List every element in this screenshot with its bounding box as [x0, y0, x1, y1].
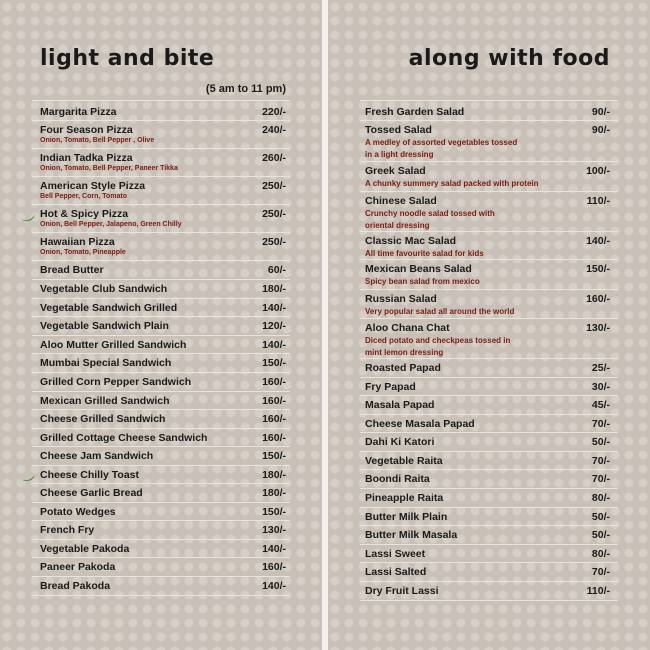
- menu-item: [365, 322, 610, 359]
- left-menu-page: [0, 0, 322, 650]
- item-description: mint lemon dressing: [365, 348, 444, 358]
- item-name: Russian Salad: [365, 293, 437, 305]
- separator: [360, 414, 618, 415]
- item-name: Hawaiian Pizza: [40, 236, 115, 248]
- item-description: All time favourite salad for kids: [365, 249, 484, 258]
- separator: [360, 161, 618, 162]
- separator: [32, 520, 290, 521]
- item-name: Butter Milk Masala: [365, 529, 458, 541]
- item-price: 150/-: [586, 263, 610, 275]
- item-name: Fresh Garden Salad: [365, 106, 465, 118]
- item-price: 45/-: [591, 399, 610, 411]
- item-name: Masala Papad: [365, 399, 435, 411]
- menu-item: [365, 529, 610, 541]
- right-menu-page: [328, 0, 650, 650]
- item-price: 130/-: [262, 524, 286, 536]
- separator: [32, 316, 290, 317]
- item-price: 70/-: [591, 473, 610, 485]
- item-name: Mumbai Special Sandwich: [40, 357, 172, 369]
- item-description: Spicy bean salad from mexico: [365, 277, 480, 286]
- item-name: Aloo Mutter Grilled Sandwich: [40, 339, 187, 351]
- left-page-title: light and bite: [40, 46, 215, 71]
- item-name: Lassi Salted: [365, 566, 427, 578]
- item-name: Cheese Grilled Sandwich: [40, 413, 166, 425]
- separator: [32, 120, 290, 121]
- item-price: 70/-: [591, 455, 610, 467]
- item-price: 120/-: [262, 320, 286, 332]
- item-price: 160/-: [262, 376, 286, 388]
- menu-item: [40, 302, 286, 314]
- separator: [360, 120, 618, 121]
- menu-item: [365, 124, 610, 161]
- item-name: Paneer Pakoda: [40, 561, 116, 573]
- separator: [32, 446, 290, 447]
- separator: [32, 148, 290, 149]
- item-price: 140/-: [262, 339, 286, 351]
- separator: [32, 409, 290, 410]
- separator: [360, 191, 618, 192]
- menu-item: [40, 561, 286, 573]
- item-price: 240/-: [262, 124, 286, 136]
- separator: [32, 298, 290, 299]
- separator: [360, 451, 618, 452]
- item-description: Onion, Tomato, Bell Pepper , Olive: [40, 137, 155, 144]
- separator: [32, 353, 290, 354]
- item-price: 90/-: [591, 124, 610, 136]
- menu-item: [40, 339, 286, 351]
- item-name: Lassi Sweet: [365, 548, 426, 560]
- green-chilli-icon: [20, 214, 36, 222]
- item-price: 100/-: [586, 165, 610, 177]
- item-name: Aloo Chana Chat: [365, 322, 450, 334]
- item-name: Butter Milk Plain: [365, 511, 448, 523]
- menu-item: [40, 152, 286, 173]
- item-name: Indian Tadka Pizza: [40, 152, 133, 164]
- item-price: 150/-: [262, 357, 286, 369]
- separator: [32, 335, 290, 336]
- separator: [32, 372, 290, 373]
- item-price: 50/-: [591, 436, 610, 448]
- item-name: Dry Fruit Lassi: [365, 585, 439, 597]
- menu-item: [40, 180, 286, 201]
- menu-item: [40, 357, 286, 369]
- item-price: 70/-: [591, 418, 610, 430]
- menu-item: [365, 362, 610, 374]
- menu-item: [365, 455, 610, 467]
- item-price: 150/-: [262, 506, 286, 518]
- separator: [32, 391, 290, 392]
- menu-item: [40, 524, 286, 536]
- item-name: Vegetable Club Sandwich: [40, 283, 168, 295]
- item-description: in a light dressing: [365, 150, 434, 160]
- item-price: 160/-: [262, 432, 286, 444]
- item-description: oriental dressing: [365, 221, 430, 231]
- menu-item: [40, 106, 286, 118]
- separator: [360, 231, 618, 232]
- item-name: Four Season Pizza: [40, 124, 133, 136]
- item-price: 260/-: [262, 152, 286, 164]
- menu-item: [40, 376, 286, 388]
- item-price: 60/-: [267, 264, 286, 276]
- item-price: 180/-: [262, 283, 286, 295]
- separator: [32, 465, 290, 466]
- menu-item: [40, 432, 286, 444]
- menu-item: [365, 492, 610, 504]
- menu-item: [40, 413, 286, 425]
- right-page-title: along with food: [408, 46, 610, 71]
- item-name: Roasted Papad: [365, 362, 441, 374]
- item-price: 160/-: [262, 413, 286, 425]
- item-name: Fry Papad: [365, 381, 416, 393]
- item-name: Grilled Corn Pepper Sandwich: [40, 376, 192, 388]
- menu-item: [365, 263, 610, 287]
- separator: [360, 100, 618, 101]
- separator: [32, 557, 290, 558]
- separator: [360, 432, 618, 433]
- item-price: 140/-: [586, 235, 610, 247]
- item-price: 50/-: [591, 511, 610, 523]
- item-price: 70/-: [591, 566, 610, 578]
- item-name: Mexican Beans Salad: [365, 263, 472, 275]
- menu-item: [40, 320, 286, 332]
- separator: [360, 600, 618, 601]
- item-price: 30/-: [591, 381, 610, 393]
- item-description: A medley of assorted vegetables tossed: [365, 138, 518, 147]
- item-price: 250/-: [262, 236, 286, 248]
- item-name: Hot & Spicy Pizza: [40, 208, 129, 220]
- item-price: 140/-: [262, 580, 286, 592]
- menu-item: [40, 236, 286, 257]
- separator: [360, 377, 618, 378]
- item-name: Cheese Jam Sandwich: [40, 450, 154, 462]
- separator: [32, 260, 290, 261]
- item-price: 150/-: [262, 450, 286, 462]
- menu-item: [365, 381, 610, 393]
- item-name: Vegetable Sandwich Grilled: [40, 302, 178, 314]
- item-name: Dahi Ki Katori: [365, 436, 435, 448]
- menu-item: [40, 580, 286, 592]
- item-name: Tossed Salad: [365, 124, 432, 136]
- separator: [32, 595, 290, 596]
- menu-item: [40, 450, 286, 462]
- menu-item: [40, 264, 286, 276]
- item-price: 140/-: [262, 302, 286, 314]
- menu-item: [40, 283, 286, 295]
- menu-item: [40, 395, 286, 407]
- item-price: 50/-: [591, 529, 610, 541]
- item-price: 160/-: [586, 293, 610, 305]
- menu-item: [365, 418, 610, 430]
- separator: [32, 232, 290, 233]
- separator: [360, 525, 618, 526]
- green-chilli-icon: [20, 474, 36, 482]
- menu-item: [365, 165, 610, 189]
- item-name: Margarita Pizza: [40, 106, 117, 118]
- item-description: Onion, Tomato, Pineapple: [40, 249, 126, 256]
- separator: [360, 289, 618, 290]
- menu-item: [40, 543, 286, 555]
- item-price: 25/-: [591, 362, 610, 374]
- item-name: Bread Butter: [40, 264, 104, 276]
- item-name: Grilled Cottage Cheese Sandwich: [40, 432, 208, 444]
- separator: [32, 428, 290, 429]
- item-name: Vegetable Sandwich Plain: [40, 320, 169, 332]
- menu-item: [40, 487, 286, 499]
- item-name: Vegetable Raita: [365, 455, 443, 467]
- separator: [32, 279, 290, 280]
- item-name: Greek Salad: [365, 165, 426, 177]
- separator: [32, 100, 290, 101]
- item-price: 130/-: [586, 322, 610, 334]
- separator: [32, 539, 290, 540]
- separator: [32, 576, 290, 577]
- item-price: 90/-: [591, 106, 610, 118]
- item-price: 250/-: [262, 180, 286, 192]
- serving-hours: (5 am to 11 pm): [205, 83, 286, 95]
- item-name: Cheese Chilly Toast: [40, 469, 140, 481]
- separator: [32, 176, 290, 177]
- item-price: 180/-: [262, 487, 286, 499]
- item-name: Potato Wedges: [40, 506, 116, 518]
- item-price: 160/-: [262, 561, 286, 573]
- separator: [32, 483, 290, 484]
- separator: [360, 562, 618, 563]
- separator: [32, 204, 290, 205]
- separator: [360, 259, 618, 260]
- item-description: Diced potato and checkpeas tossed in: [365, 336, 511, 345]
- separator: [360, 488, 618, 489]
- menu-item: [365, 548, 610, 560]
- item-name: Boondi Raita: [365, 473, 430, 485]
- menu-item: [365, 106, 610, 118]
- separator: [360, 395, 618, 396]
- item-description: Very popular salad all around the world: [365, 307, 515, 316]
- item-price: 220/-: [262, 106, 286, 118]
- item-name: Cheese Garlic Bread: [40, 487, 143, 499]
- separator: [360, 581, 618, 582]
- item-description: Onion, Bell Pepper, Jalapeno, Green Chilly: [40, 221, 182, 228]
- item-description: Onion, Tomato, Bell Pepper, Paneer Tikka: [40, 165, 178, 172]
- item-price: 80/-: [591, 548, 610, 560]
- item-name: Classic Mac Salad: [365, 235, 457, 247]
- menu-item: [365, 195, 610, 232]
- menu-item: [365, 235, 610, 259]
- menu-item: [365, 399, 610, 411]
- menu-item: [40, 506, 286, 518]
- item-price: 140/-: [262, 543, 286, 555]
- item-name: Chinese Salad: [365, 195, 437, 207]
- item-price: 250/-: [262, 208, 286, 220]
- separator: [360, 507, 618, 508]
- menu-item: [365, 436, 610, 448]
- separator: [360, 469, 618, 470]
- separator: [32, 502, 290, 503]
- item-name: French Fry: [40, 524, 95, 536]
- menu-item: [40, 124, 286, 145]
- item-name: Pineapple Raita: [365, 492, 444, 504]
- separator: [360, 318, 618, 319]
- item-name: Bread Pakoda: [40, 580, 111, 592]
- item-description: A chunky summery salad packed with protein: [365, 179, 539, 188]
- item-price: 80/-: [591, 492, 610, 504]
- item-name: Vegetable Pakoda: [40, 543, 130, 555]
- item-description: Crunchy noodle salad tossed with: [365, 209, 495, 218]
- menu-item: [365, 511, 610, 523]
- separator: [360, 544, 618, 545]
- item-name: Mexican Grilled Sandwich: [40, 395, 170, 407]
- menu-item: [365, 473, 610, 485]
- menu-item: [365, 566, 610, 578]
- item-price: 110/-: [586, 195, 610, 207]
- separator: [360, 358, 618, 359]
- item-name: American Style Pizza: [40, 180, 146, 192]
- menu-item: [40, 469, 286, 481]
- item-price: 180/-: [262, 469, 286, 481]
- item-description: Bell Pepper, Corn, Tomato: [40, 193, 127, 200]
- menu-item: [365, 585, 610, 597]
- item-name: Cheese Masala Papad: [365, 418, 475, 430]
- item-price: 110/-: [586, 585, 610, 597]
- item-price: 160/-: [262, 395, 286, 407]
- menu-item: [365, 293, 610, 317]
- menu-item: [40, 208, 286, 229]
